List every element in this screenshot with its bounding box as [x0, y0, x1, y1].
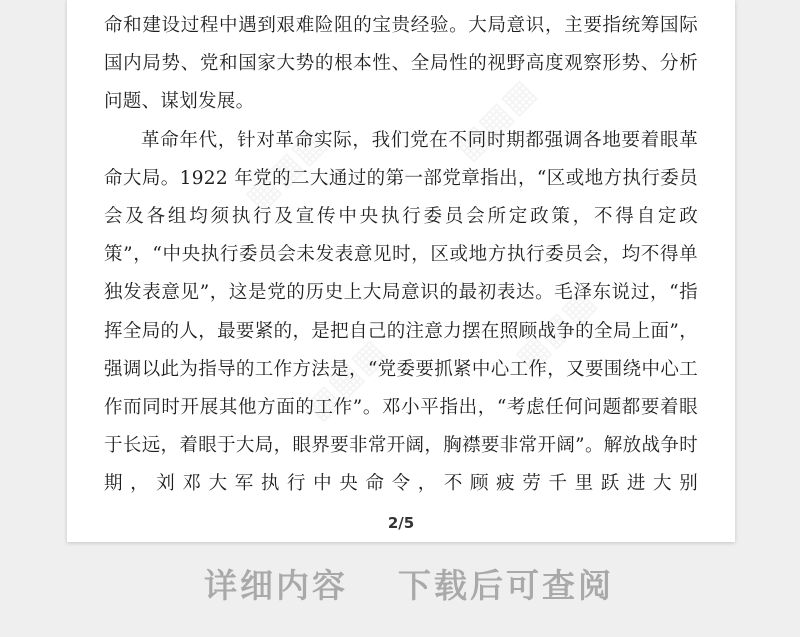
page-number: 2/5: [387, 514, 415, 532]
paragraph: 革命年代，针对革命实际，我们党在不同时期都强调各地要着眼革命大局。1922 年党的二大通过的第一部党章指出，“区或地方执行委员会及各组均须执行及宣传中央执行委员会所定政策，不得自定政策”，“中央执行委员会未发表意见时，区或地方执行委员会，均不得单独发表意见”，这是党的历史上大局意识的最初表达。毛泽东说过，“指挥全局的人，最要紧的，是把自己的注意力摆在照顾战争的全局上面”，强调以此为指导的工作方法是，“党委要抓紧中心工作，又要围绕中心工作而同时开展其他方面的工作”。邓小平指出，“考虑任何问题都要着眼于长远，着眼于大局，眼界要非常开阔，胸襟要非常开阔”。解放战争时期，刘邓大军执行中央命令，不顾疲劳千里跃进大别: [104, 129, 698, 495]
footer-actions: [0, 560, 800, 610]
download-to-view-button[interactable]: 下载后可查阅: [398, 566, 614, 605]
details-button[interactable]: 详细内容: [204, 566, 348, 605]
document-page: [67, 0, 735, 542]
document-body: [104, 7, 698, 504]
paragraph: 命和建设过程中遇到艰难险阻的宝贵经验。大局意识，主要指统筹国际国内局势、党和国家大势的根本性、全局性的视野高度观察形势、分析问题、谋划发展。: [104, 15, 698, 113]
